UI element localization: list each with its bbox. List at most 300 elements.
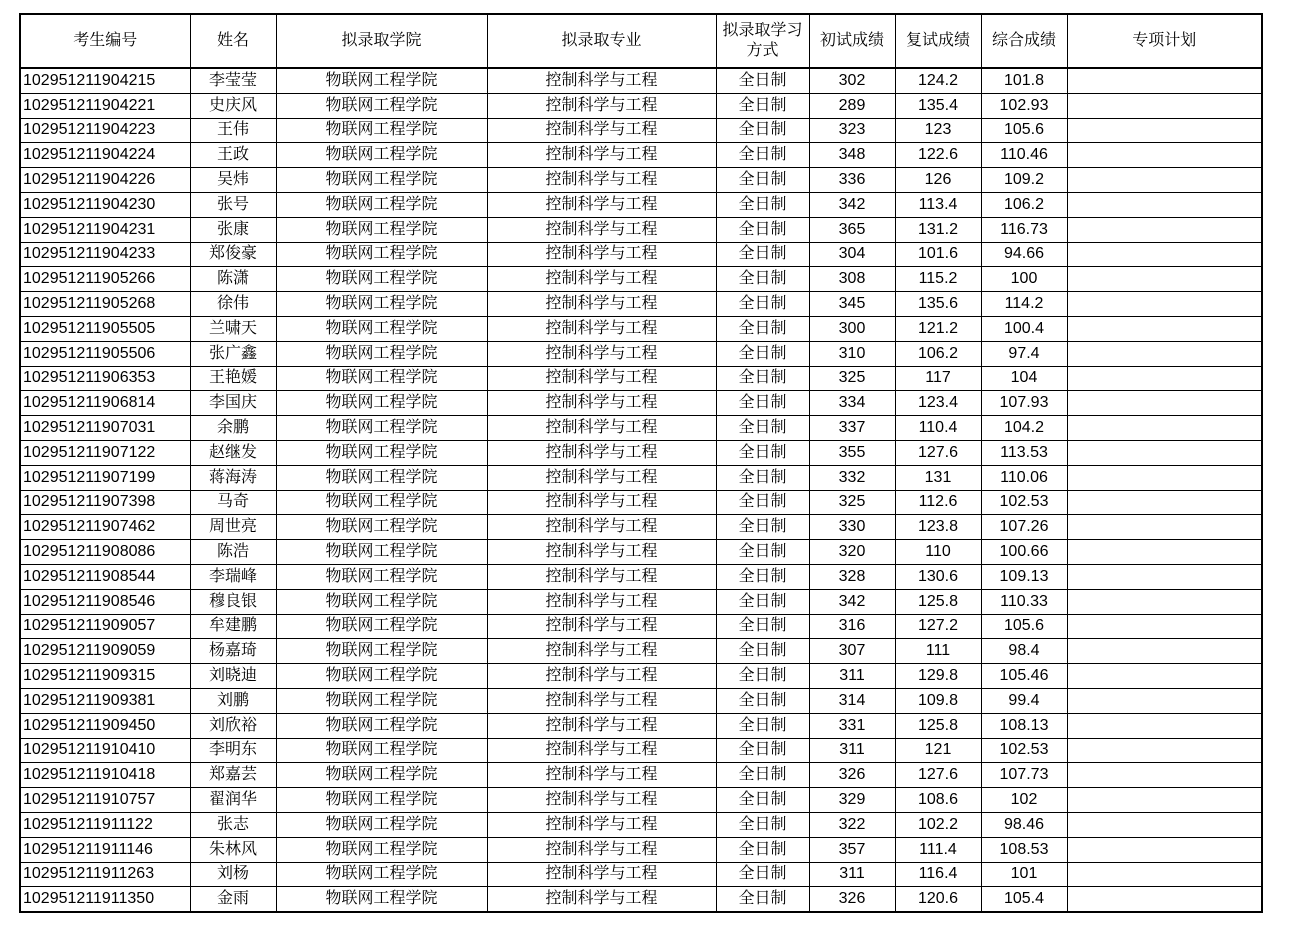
cell-study-mode: 全日制 — [716, 416, 809, 441]
cell-candidate-id: 102951211904226 — [20, 168, 190, 193]
cell-major: 控制科学与工程 — [487, 788, 716, 813]
cell-retest-score: 120.6 — [895, 887, 981, 912]
cell-major: 控制科学与工程 — [487, 664, 716, 689]
cell-retest-score: 123.4 — [895, 391, 981, 416]
cell-total-score: 94.66 — [981, 242, 1067, 267]
cell-special-plan — [1067, 192, 1262, 217]
header-retest-score: 复试成绩 — [895, 14, 981, 68]
cell-name: 张康 — [190, 217, 276, 242]
table-row — [20, 267, 1262, 292]
cell-total-score: 101 — [981, 862, 1067, 887]
cell-college: 物联网工程学院 — [276, 267, 487, 292]
cell-college: 物联网工程学院 — [276, 713, 487, 738]
header-major: 拟录取专业 — [487, 14, 716, 68]
cell-special-plan — [1067, 465, 1262, 490]
cell-special-plan — [1067, 812, 1262, 837]
cell-retest-score: 106.2 — [895, 341, 981, 366]
table-row — [20, 614, 1262, 639]
cell-major: 控制科学与工程 — [487, 738, 716, 763]
table-row — [20, 763, 1262, 788]
cell-name: 金雨 — [190, 887, 276, 912]
cell-study-mode: 全日制 — [716, 217, 809, 242]
cell-name: 赵继发 — [190, 440, 276, 465]
cell-retest-score: 125.8 — [895, 713, 981, 738]
cell-major: 控制科学与工程 — [487, 391, 716, 416]
cell-major: 控制科学与工程 — [487, 341, 716, 366]
cell-study-mode: 全日制 — [716, 267, 809, 292]
cell-candidate-id: 102951211909315 — [20, 664, 190, 689]
cell-retest-score: 115.2 — [895, 267, 981, 292]
cell-name: 朱林风 — [190, 837, 276, 862]
header-row — [20, 14, 1262, 68]
cell-college: 物联网工程学院 — [276, 366, 487, 391]
cell-candidate-id: 102951211908086 — [20, 540, 190, 565]
table-row — [20, 68, 1262, 93]
cell-major: 控制科学与工程 — [487, 143, 716, 168]
cell-retest-score: 112.6 — [895, 490, 981, 515]
cell-name: 刘杨 — [190, 862, 276, 887]
cell-total-score: 110.06 — [981, 465, 1067, 490]
table-row — [20, 416, 1262, 441]
cell-major: 控制科学与工程 — [487, 118, 716, 143]
cell-college: 物联网工程学院 — [276, 465, 487, 490]
cell-total-score: 98.4 — [981, 639, 1067, 664]
table-row — [20, 465, 1262, 490]
cell-retest-score: 111.4 — [895, 837, 981, 862]
cell-college: 物联网工程学院 — [276, 515, 487, 540]
cell-study-mode: 全日制 — [716, 68, 809, 93]
cell-study-mode: 全日制 — [716, 788, 809, 813]
cell-special-plan — [1067, 589, 1262, 614]
cell-initial-score: 342 — [809, 192, 895, 217]
table-body — [20, 68, 1262, 912]
table-row — [20, 812, 1262, 837]
cell-study-mode: 全日制 — [716, 540, 809, 565]
table-row — [20, 490, 1262, 515]
cell-retest-score: 116.4 — [895, 862, 981, 887]
cell-major: 控制科学与工程 — [487, 540, 716, 565]
cell-major: 控制科学与工程 — [487, 440, 716, 465]
table-row — [20, 837, 1262, 862]
cell-initial-score: 336 — [809, 168, 895, 193]
cell-initial-score: 332 — [809, 465, 895, 490]
cell-initial-score: 300 — [809, 316, 895, 341]
table-row — [20, 341, 1262, 366]
cell-special-plan — [1067, 416, 1262, 441]
cell-major: 控制科学与工程 — [487, 366, 716, 391]
cell-study-mode: 全日制 — [716, 366, 809, 391]
cell-total-score: 107.73 — [981, 763, 1067, 788]
cell-retest-score: 123.8 — [895, 515, 981, 540]
cell-initial-score: 310 — [809, 341, 895, 366]
cell-college: 物联网工程学院 — [276, 192, 487, 217]
cell-total-score: 116.73 — [981, 217, 1067, 242]
cell-college: 物联网工程学院 — [276, 440, 487, 465]
cell-college: 物联网工程学院 — [276, 837, 487, 862]
cell-retest-score: 111 — [895, 639, 981, 664]
table-row — [20, 564, 1262, 589]
cell-study-mode: 全日制 — [716, 688, 809, 713]
table-row — [20, 292, 1262, 317]
cell-name: 张号 — [190, 192, 276, 217]
cell-total-score: 104 — [981, 366, 1067, 391]
table-row — [20, 664, 1262, 689]
header-name: 姓名 — [190, 14, 276, 68]
table-row — [20, 713, 1262, 738]
cell-study-mode: 全日制 — [716, 713, 809, 738]
cell-study-mode: 全日制 — [716, 465, 809, 490]
cell-name: 陈潇 — [190, 267, 276, 292]
cell-candidate-id: 102951211908544 — [20, 564, 190, 589]
cell-initial-score: 325 — [809, 490, 895, 515]
cell-candidate-id: 102951211909059 — [20, 639, 190, 664]
cell-study-mode: 全日制 — [716, 292, 809, 317]
cell-total-score: 110.46 — [981, 143, 1067, 168]
cell-candidate-id: 102951211910757 — [20, 788, 190, 813]
cell-total-score: 102 — [981, 788, 1067, 813]
cell-special-plan — [1067, 440, 1262, 465]
cell-initial-score: 329 — [809, 788, 895, 813]
cell-special-plan — [1067, 292, 1262, 317]
cell-major: 控制科学与工程 — [487, 812, 716, 837]
cell-name: 李国庆 — [190, 391, 276, 416]
table-row — [20, 93, 1262, 118]
cell-college: 物联网工程学院 — [276, 416, 487, 441]
cell-candidate-id: 102951211904230 — [20, 192, 190, 217]
cell-total-score: 109.13 — [981, 564, 1067, 589]
cell-college: 物联网工程学院 — [276, 68, 487, 93]
table-row — [20, 639, 1262, 664]
cell-initial-score: 311 — [809, 862, 895, 887]
cell-retest-score: 110.4 — [895, 416, 981, 441]
cell-college: 物联网工程学院 — [276, 639, 487, 664]
header-special-plan: 专项计划 — [1067, 14, 1262, 68]
cell-candidate-id: 102951211904221 — [20, 93, 190, 118]
cell-special-plan — [1067, 242, 1262, 267]
cell-candidate-id: 102951211909381 — [20, 688, 190, 713]
cell-total-score: 114.2 — [981, 292, 1067, 317]
cell-candidate-id: 102951211905506 — [20, 341, 190, 366]
cell-special-plan — [1067, 118, 1262, 143]
cell-major: 控制科学与工程 — [487, 416, 716, 441]
table-row — [20, 391, 1262, 416]
table-row — [20, 168, 1262, 193]
cell-college: 物联网工程学院 — [276, 490, 487, 515]
cell-name: 王伟 — [190, 118, 276, 143]
cell-total-score: 107.26 — [981, 515, 1067, 540]
cell-study-mode: 全日制 — [716, 639, 809, 664]
cell-candidate-id: 102951211904223 — [20, 118, 190, 143]
cell-major: 控制科学与工程 — [487, 862, 716, 887]
cell-special-plan — [1067, 738, 1262, 763]
cell-retest-score: 117 — [895, 366, 981, 391]
cell-candidate-id: 102951211911122 — [20, 812, 190, 837]
cell-major: 控制科学与工程 — [487, 93, 716, 118]
cell-study-mode: 全日制 — [716, 564, 809, 589]
cell-study-mode: 全日制 — [716, 341, 809, 366]
cell-retest-score: 127.2 — [895, 614, 981, 639]
cell-special-plan — [1067, 763, 1262, 788]
cell-study-mode: 全日制 — [716, 143, 809, 168]
cell-initial-score: 289 — [809, 93, 895, 118]
cell-name: 穆良银 — [190, 589, 276, 614]
cell-total-score: 102.53 — [981, 490, 1067, 515]
cell-retest-score: 131 — [895, 465, 981, 490]
cell-total-score: 99.4 — [981, 688, 1067, 713]
cell-retest-score: 121 — [895, 738, 981, 763]
cell-candidate-id: 102951211904215 — [20, 68, 190, 93]
cell-candidate-id: 102951211904224 — [20, 143, 190, 168]
cell-study-mode: 全日制 — [716, 242, 809, 267]
cell-initial-score: 326 — [809, 887, 895, 912]
cell-name: 马奇 — [190, 490, 276, 515]
cell-special-plan — [1067, 490, 1262, 515]
cell-study-mode: 全日制 — [716, 192, 809, 217]
cell-college: 物联网工程学院 — [276, 341, 487, 366]
table-row — [20, 316, 1262, 341]
cell-candidate-id: 102951211905266 — [20, 267, 190, 292]
cell-initial-score: 322 — [809, 812, 895, 837]
cell-initial-score: 330 — [809, 515, 895, 540]
cell-major: 控制科学与工程 — [487, 837, 716, 862]
table-row — [20, 738, 1262, 763]
cell-initial-score: 316 — [809, 614, 895, 639]
table-row — [20, 788, 1262, 813]
cell-retest-score: 108.6 — [895, 788, 981, 813]
cell-initial-score: 323 — [809, 118, 895, 143]
cell-total-score: 100.66 — [981, 540, 1067, 565]
cell-college: 物联网工程学院 — [276, 664, 487, 689]
cell-initial-score: 334 — [809, 391, 895, 416]
cell-college: 物联网工程学院 — [276, 118, 487, 143]
cell-initial-score: 348 — [809, 143, 895, 168]
cell-total-score: 109.2 — [981, 168, 1067, 193]
cell-name: 徐伟 — [190, 292, 276, 317]
cell-major: 控制科学与工程 — [487, 564, 716, 589]
cell-initial-score: 365 — [809, 217, 895, 242]
cell-initial-score: 307 — [809, 639, 895, 664]
table-row — [20, 688, 1262, 713]
cell-candidate-id: 102951211911263 — [20, 862, 190, 887]
cell-study-mode: 全日制 — [716, 391, 809, 416]
cell-major: 控制科学与工程 — [487, 192, 716, 217]
table-row — [20, 118, 1262, 143]
cell-study-mode: 全日制 — [716, 515, 809, 540]
cell-major: 控制科学与工程 — [487, 68, 716, 93]
header-study-mode: 拟录取学习方式 — [716, 14, 809, 68]
cell-study-mode: 全日制 — [716, 738, 809, 763]
cell-college: 物联网工程学院 — [276, 217, 487, 242]
cell-special-plan — [1067, 540, 1262, 565]
cell-name: 吴炜 — [190, 168, 276, 193]
cell-major: 控制科学与工程 — [487, 168, 716, 193]
cell-special-plan — [1067, 267, 1262, 292]
cell-study-mode: 全日制 — [716, 316, 809, 341]
cell-initial-score: 314 — [809, 688, 895, 713]
table-row — [20, 143, 1262, 168]
cell-initial-score: 342 — [809, 589, 895, 614]
cell-total-score: 105.6 — [981, 614, 1067, 639]
cell-candidate-id: 102951211906814 — [20, 391, 190, 416]
cell-initial-score: 337 — [809, 416, 895, 441]
cell-initial-score: 304 — [809, 242, 895, 267]
cell-major: 控制科学与工程 — [487, 515, 716, 540]
cell-name: 刘欣裕 — [190, 713, 276, 738]
cell-candidate-id: 102951211907462 — [20, 515, 190, 540]
cell-retest-score: 135.4 — [895, 93, 981, 118]
table-row — [20, 366, 1262, 391]
cell-special-plan — [1067, 515, 1262, 540]
cell-special-plan — [1067, 366, 1262, 391]
cell-name: 蒋海涛 — [190, 465, 276, 490]
cell-study-mode: 全日制 — [716, 862, 809, 887]
cell-candidate-id: 102951211910418 — [20, 763, 190, 788]
cell-retest-score: 129.8 — [895, 664, 981, 689]
cell-college: 物联网工程学院 — [276, 391, 487, 416]
cell-name: 刘晓迪 — [190, 664, 276, 689]
cell-special-plan — [1067, 887, 1262, 912]
cell-initial-score: 311 — [809, 738, 895, 763]
cell-major: 控制科学与工程 — [487, 242, 716, 267]
cell-special-plan — [1067, 217, 1262, 242]
cell-name: 李莹莹 — [190, 68, 276, 93]
cell-major: 控制科学与工程 — [487, 267, 716, 292]
cell-retest-score: 121.2 — [895, 316, 981, 341]
table-row — [20, 217, 1262, 242]
cell-retest-score: 127.6 — [895, 763, 981, 788]
cell-candidate-id: 102951211907199 — [20, 465, 190, 490]
header-total-score: 综合成绩 — [981, 14, 1067, 68]
cell-retest-score: 110 — [895, 540, 981, 565]
cell-special-plan — [1067, 688, 1262, 713]
cell-college: 物联网工程学院 — [276, 143, 487, 168]
cell-candidate-id: 102951211906353 — [20, 366, 190, 391]
cell-total-score: 106.2 — [981, 192, 1067, 217]
cell-initial-score: 311 — [809, 664, 895, 689]
cell-special-plan — [1067, 168, 1262, 193]
cell-college: 物联网工程学院 — [276, 589, 487, 614]
cell-total-score: 108.13 — [981, 713, 1067, 738]
cell-special-plan — [1067, 316, 1262, 341]
cell-total-score: 100 — [981, 267, 1067, 292]
cell-special-plan — [1067, 713, 1262, 738]
cell-study-mode: 全日制 — [716, 168, 809, 193]
cell-candidate-id: 102951211909450 — [20, 713, 190, 738]
cell-total-score: 105.4 — [981, 887, 1067, 912]
cell-total-score: 97.4 — [981, 341, 1067, 366]
table-row — [20, 440, 1262, 465]
cell-special-plan — [1067, 391, 1262, 416]
cell-initial-score: 308 — [809, 267, 895, 292]
cell-candidate-id: 102951211911350 — [20, 887, 190, 912]
cell-college: 物联网工程学院 — [276, 316, 487, 341]
cell-major: 控制科学与工程 — [487, 614, 716, 639]
cell-name: 兰啸天 — [190, 316, 276, 341]
admission-table — [19, 13, 1263, 913]
cell-special-plan — [1067, 788, 1262, 813]
cell-total-score: 102.93 — [981, 93, 1067, 118]
cell-name: 郑嘉芸 — [190, 763, 276, 788]
cell-college: 物联网工程学院 — [276, 540, 487, 565]
cell-retest-score: 125.8 — [895, 589, 981, 614]
cell-retest-score: 101.6 — [895, 242, 981, 267]
cell-candidate-id: 102951211904233 — [20, 242, 190, 267]
cell-study-mode: 全日制 — [716, 118, 809, 143]
cell-study-mode: 全日制 — [716, 440, 809, 465]
table-row — [20, 589, 1262, 614]
cell-candidate-id: 102951211911146 — [20, 837, 190, 862]
cell-retest-score: 135.6 — [895, 292, 981, 317]
cell-retest-score: 102.2 — [895, 812, 981, 837]
cell-total-score: 108.53 — [981, 837, 1067, 862]
cell-retest-score: 131.2 — [895, 217, 981, 242]
cell-retest-score: 130.6 — [895, 564, 981, 589]
cell-college: 物联网工程学院 — [276, 812, 487, 837]
cell-name: 杨嘉琦 — [190, 639, 276, 664]
cell-candidate-id: 102951211904231 — [20, 217, 190, 242]
cell-name: 王艳媛 — [190, 366, 276, 391]
cell-college: 物联网工程学院 — [276, 763, 487, 788]
cell-major: 控制科学与工程 — [487, 713, 716, 738]
cell-special-plan — [1067, 68, 1262, 93]
cell-special-plan — [1067, 639, 1262, 664]
cell-candidate-id: 102951211905505 — [20, 316, 190, 341]
cell-name: 翟润华 — [190, 788, 276, 813]
cell-name: 余鹏 — [190, 416, 276, 441]
cell-college: 物联网工程学院 — [276, 168, 487, 193]
cell-candidate-id: 102951211907122 — [20, 440, 190, 465]
cell-college: 物联网工程学院 — [276, 738, 487, 763]
cell-total-score: 105.6 — [981, 118, 1067, 143]
cell-name: 张广鑫 — [190, 341, 276, 366]
table-row — [20, 862, 1262, 887]
cell-special-plan — [1067, 614, 1262, 639]
cell-college: 物联网工程学院 — [276, 688, 487, 713]
cell-candidate-id: 102951211909057 — [20, 614, 190, 639]
cell-name: 刘鹏 — [190, 688, 276, 713]
cell-college: 物联网工程学院 — [276, 788, 487, 813]
header-college: 拟录取学院 — [276, 14, 487, 68]
table-row — [20, 192, 1262, 217]
cell-initial-score: 357 — [809, 837, 895, 862]
cell-retest-score: 127.6 — [895, 440, 981, 465]
cell-study-mode: 全日制 — [716, 614, 809, 639]
cell-study-mode: 全日制 — [716, 93, 809, 118]
cell-college: 物联网工程学院 — [276, 93, 487, 118]
cell-special-plan — [1067, 837, 1262, 862]
cell-name: 张志 — [190, 812, 276, 837]
cell-retest-score: 123 — [895, 118, 981, 143]
cell-initial-score: 302 — [809, 68, 895, 93]
cell-initial-score: 345 — [809, 292, 895, 317]
cell-special-plan — [1067, 341, 1262, 366]
cell-name: 李瑞峰 — [190, 564, 276, 589]
cell-name: 陈浩 — [190, 540, 276, 565]
cell-name: 周世亮 — [190, 515, 276, 540]
cell-total-score: 98.46 — [981, 812, 1067, 837]
cell-initial-score: 355 — [809, 440, 895, 465]
cell-initial-score: 326 — [809, 763, 895, 788]
cell-study-mode: 全日制 — [716, 664, 809, 689]
cell-candidate-id: 102951211907031 — [20, 416, 190, 441]
table-row — [20, 887, 1262, 912]
cell-name: 李明东 — [190, 738, 276, 763]
cell-study-mode: 全日制 — [716, 887, 809, 912]
cell-name: 王政 — [190, 143, 276, 168]
cell-major: 控制科学与工程 — [487, 688, 716, 713]
cell-special-plan — [1067, 143, 1262, 168]
cell-total-score: 110.33 — [981, 589, 1067, 614]
